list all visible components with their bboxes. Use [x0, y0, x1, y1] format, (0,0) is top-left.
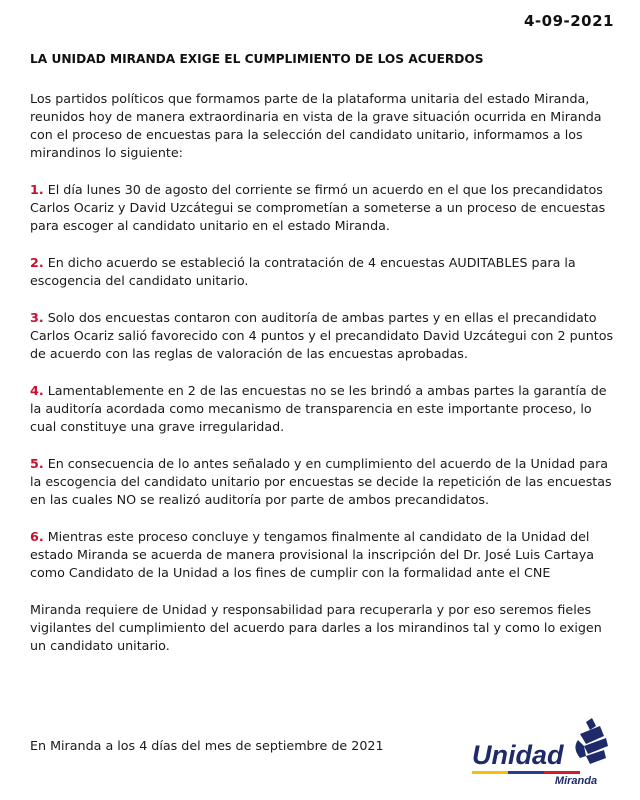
unidad-miranda-logo	[468, 712, 618, 790]
document-body	[30, 90, 620, 674]
point-number: 3.	[30, 310, 44, 325]
document-date: 4-09-2021	[523, 12, 614, 30]
closing-line: En Miranda a los 4 días del mes de septiembre de 2021	[30, 738, 384, 753]
point-3	[30, 309, 620, 363]
point-text: Solo dos encuestas contaron con auditoría de ambas partes y en ellas el precandidato Carlos Ocariz salió favorecido con 4 puntos y el precandidato David Uzcátegui con 2 puntos de acuerdo con las reglas de valoración de las encuestas aprobadas.	[30, 310, 614, 361]
point-number: 1.	[30, 182, 44, 197]
point-text: El día lunes 30 de agosto del corriente se firmó un acuerdo en el que los precandidatos Carlos Ocariz y David Uzcátegui se comprometían a someterse a un proceso de encuestas para escoger al candidato unitario en el estado Miranda.	[30, 182, 606, 233]
point-text: En consecuencia de lo antes señalado y en cumplimiento del acuerdo de la Unidad para la escogencia del candidato unitario por encuestas se decide la repetición de las encuestas en las cuales NO se realizó auditoría por parte de ambos precandidatos.	[30, 456, 612, 507]
point-number: 5.	[30, 456, 44, 471]
point-number: 2.	[30, 255, 44, 270]
document-title: LA UNIDAD MIRANDA EXIGE EL CUMPLIMIENTO DE LOS ACUERDOS	[30, 52, 484, 66]
point-1	[30, 181, 620, 235]
logo-sub: Miranda	[554, 775, 598, 787]
point-text: Lamentablemente en 2 de las encuestas no se les brindó a ambas partes la garantía de la auditoría acordada como mecanismo de transparencia en este importante proceso, lo cual constituye una grave irregularidad.	[30, 383, 607, 434]
point-5	[30, 455, 620, 509]
flag-stripe-red	[544, 771, 580, 774]
flag-stripe-blue	[508, 771, 544, 774]
intro-paragraph: Los partidos políticos que formamos parte de la plataforma unitaria del estado Miranda, reunidos hoy de manera extraordinaria en vista de la grave situación ocurrida en Miranda con el proceso de encuestas para la selección del candidato unitario, informamos a los mirandinos lo siguiente:	[30, 91, 602, 160]
point-4	[30, 382, 620, 436]
point-2	[30, 254, 620, 290]
point-text: En dicho acuerdo se estableció la contratación de 4 encuestas AUDITABLES para la escogencia del candidato unitario.	[30, 255, 576, 288]
raised-hand-icon	[575, 718, 608, 764]
point-text: Mientras este proceso concluye y tengamos finalmente al candidato de la Unidad del estado Miranda se acuerda de manera provisional la inscripción del Dr. José Luis Cartaya como Candidato de la Unidad a los fines de cumplir con la formalidad ante el CNE	[30, 529, 595, 580]
point-number: 4.	[30, 383, 44, 398]
flag-stripe-yellow	[472, 771, 508, 774]
point-number: 6.	[30, 529, 44, 544]
logo-word: Unidad	[472, 740, 564, 770]
point-6	[30, 528, 620, 582]
conclusion-paragraph: Miranda requiere de Unidad y responsabilidad para recuperarla y por eso seremos fieles vigilantes del cumplimiento del acuerdo para darles a los mirandinos tal y como lo exigen un candidato unitario.	[30, 602, 602, 653]
